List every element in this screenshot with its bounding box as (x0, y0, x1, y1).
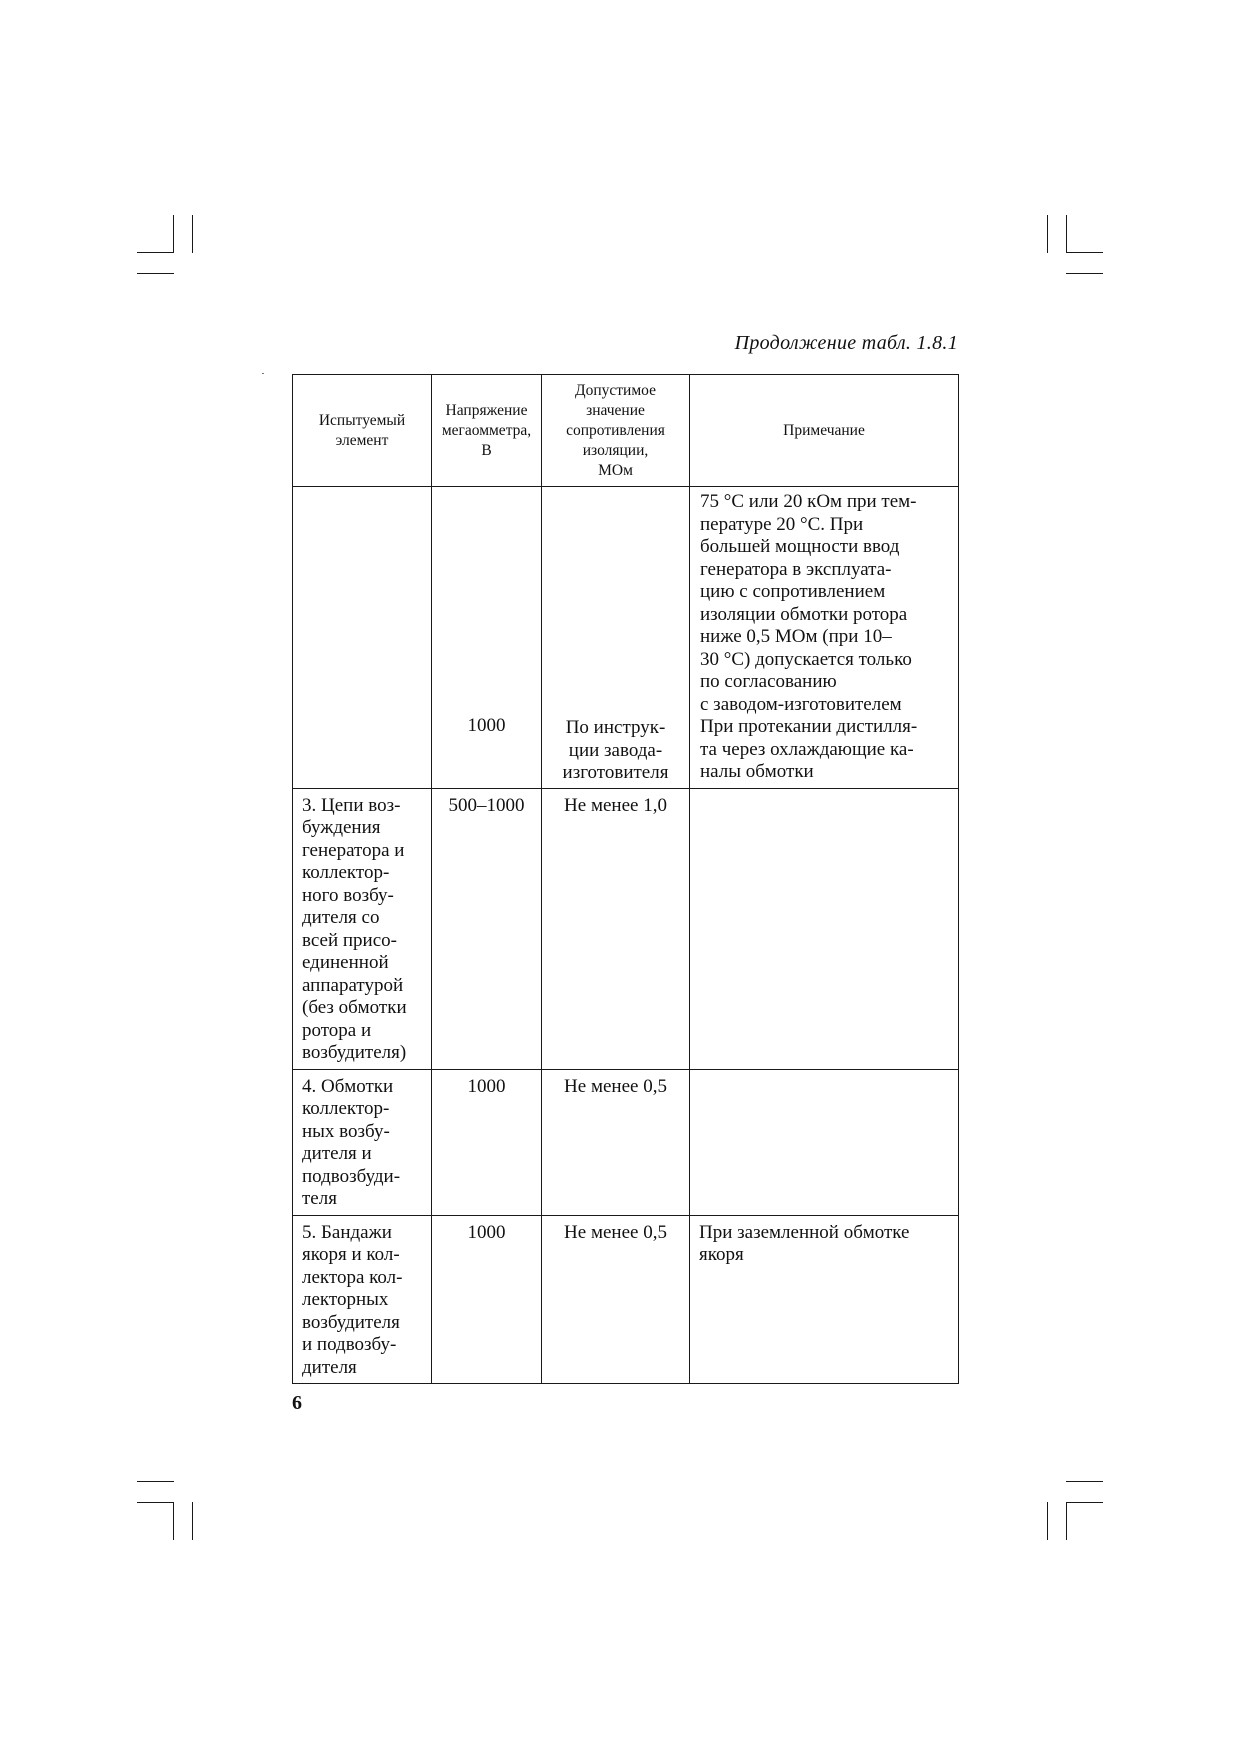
text-line: и подвозбу- (302, 1334, 397, 1355)
cell-resistance (542, 788, 690, 1069)
crop-mark (1066, 1502, 1067, 1540)
crop-mark (173, 215, 174, 253)
text-line: лекторных (302, 1289, 389, 1310)
text-line: теля (302, 1188, 337, 1209)
text-line: ции завода- (568, 739, 663, 761)
text-line: генератора в эксплуата- (700, 558, 892, 580)
text-line: сопротивления (566, 421, 665, 439)
header-note (690, 375, 959, 487)
text-line: ниже 0,5 МОм (при 10– (700, 626, 892, 647)
text-line: ротора и (302, 1019, 372, 1041)
text-line: Не менее 1,0 (564, 794, 667, 816)
text-line: Не менее 0,5 (564, 1075, 667, 1097)
text-line: коллектор- (302, 862, 390, 883)
table-row (293, 487, 959, 789)
table-row (293, 788, 959, 1069)
crop-mark (137, 1481, 174, 1482)
crop-mark (137, 1502, 174, 1503)
voltage-value: 500–1000 (448, 794, 525, 816)
text-line: По инструк- (565, 717, 666, 738)
crop-mark (137, 252, 174, 253)
header-voltage (432, 375, 542, 487)
text-line: 75 °С или 20 кОм при тем- (700, 491, 917, 512)
text-line: пературе 20 °С. При (700, 513, 864, 535)
cell-note (690, 1069, 959, 1215)
text-line: 4. Обмотки (302, 1075, 394, 1097)
text-line: якоря и кол- (302, 1244, 400, 1265)
text-line: элемент (335, 431, 389, 449)
text-line: аппаратурой (302, 974, 404, 996)
table-row (293, 1069, 959, 1215)
crop-mark (1066, 252, 1103, 253)
header-resistance (542, 375, 690, 487)
text-line: При протекании дистилля- (700, 716, 918, 737)
cell-resistance (542, 1215, 690, 1384)
voltage-value: 1000 (467, 1221, 506, 1243)
text-line: дителя со (302, 907, 380, 928)
cell-voltage (432, 487, 542, 789)
text-line: изоляции обмотки ротора (700, 603, 908, 625)
text-line: (без обмотки (302, 997, 407, 1018)
text-line: та через охлаждающие ка- (700, 738, 914, 760)
text-line: цию с сопротивлением (700, 581, 886, 602)
table-header-row (293, 375, 959, 487)
cell-voltage (432, 788, 542, 1069)
crop-mark (192, 1502, 193, 1540)
crop-mark (1047, 215, 1048, 253)
text-line: лектора кол- (302, 1266, 403, 1288)
text-line: МОм (598, 461, 633, 479)
text-line: коллектор- (302, 1098, 390, 1119)
cell-element (293, 1069, 432, 1215)
crop-mark (192, 215, 193, 253)
crop-mark (1066, 215, 1067, 253)
insulation-table (292, 374, 959, 1384)
voltage-value: 1000 (467, 1075, 506, 1097)
text-line: дителя и (302, 1143, 372, 1164)
text-line: 5. Бандажи (302, 1221, 392, 1243)
text-line: При заземленной обмотке (699, 1221, 910, 1243)
cell-note (690, 788, 959, 1069)
text-line: значение (586, 401, 645, 419)
text-line: мегаомметра, (441, 421, 532, 439)
page-number: 6 (292, 1392, 302, 1414)
text-line: всей присо- (302, 929, 397, 951)
cell-voltage (432, 1069, 542, 1215)
crop-mark (1066, 1481, 1103, 1482)
crop-mark (1047, 1502, 1048, 1540)
voltage-value: 1000 (467, 715, 506, 736)
text-line: Напряжение (445, 401, 528, 419)
text-line: изоляции, (582, 441, 649, 459)
text-line: дителя (302, 1356, 357, 1378)
cell-resistance (542, 487, 690, 789)
crop-mark (1066, 1502, 1103, 1503)
crop-mark (173, 1502, 174, 1540)
text-line: генератора и (302, 839, 405, 861)
cell-note (690, 1215, 959, 1384)
cell-resistance (542, 1069, 690, 1215)
cell-element (293, 487, 432, 789)
text-line: 30 °С) допускается только (700, 648, 912, 670)
text-line: изготовителя (562, 762, 669, 783)
cell-note (690, 487, 959, 789)
crop-mark (137, 273, 174, 274)
text-line: 3. Цепи воз- (302, 794, 401, 816)
text-line: Допустимое (575, 381, 656, 399)
text-line: Не менее 0,5 (564, 1221, 667, 1243)
text-line: ных возбу- (302, 1120, 390, 1142)
text-line: ного возбу- (302, 884, 394, 906)
text-line: налы обмотки (700, 761, 814, 782)
table-row (293, 1215, 959, 1384)
speck (262, 373, 264, 374)
text-line: буждения (302, 817, 381, 838)
header-element (293, 375, 432, 487)
crop-mark (1066, 273, 1103, 274)
cell-voltage (432, 1215, 542, 1384)
text-line: Примечание (783, 421, 865, 439)
text-line: Испытуемый (318, 411, 406, 429)
text-line: единенной (302, 952, 389, 973)
text-line: возбудителя (302, 1311, 400, 1333)
text-line: с заводом-изготовителем (700, 693, 902, 715)
text-line: подвозбуди- (302, 1165, 401, 1187)
table-caption: Продолжение табл. 1.8.1 (734, 332, 958, 354)
text-line: В (481, 441, 492, 459)
cell-element (293, 788, 432, 1069)
text-line: возбудителя) (302, 1042, 407, 1063)
text-line: по согласованию (700, 671, 837, 692)
cell-element (293, 1215, 432, 1384)
text-line: якоря (699, 1244, 744, 1265)
text-line: большей мощности ввод (700, 536, 900, 557)
